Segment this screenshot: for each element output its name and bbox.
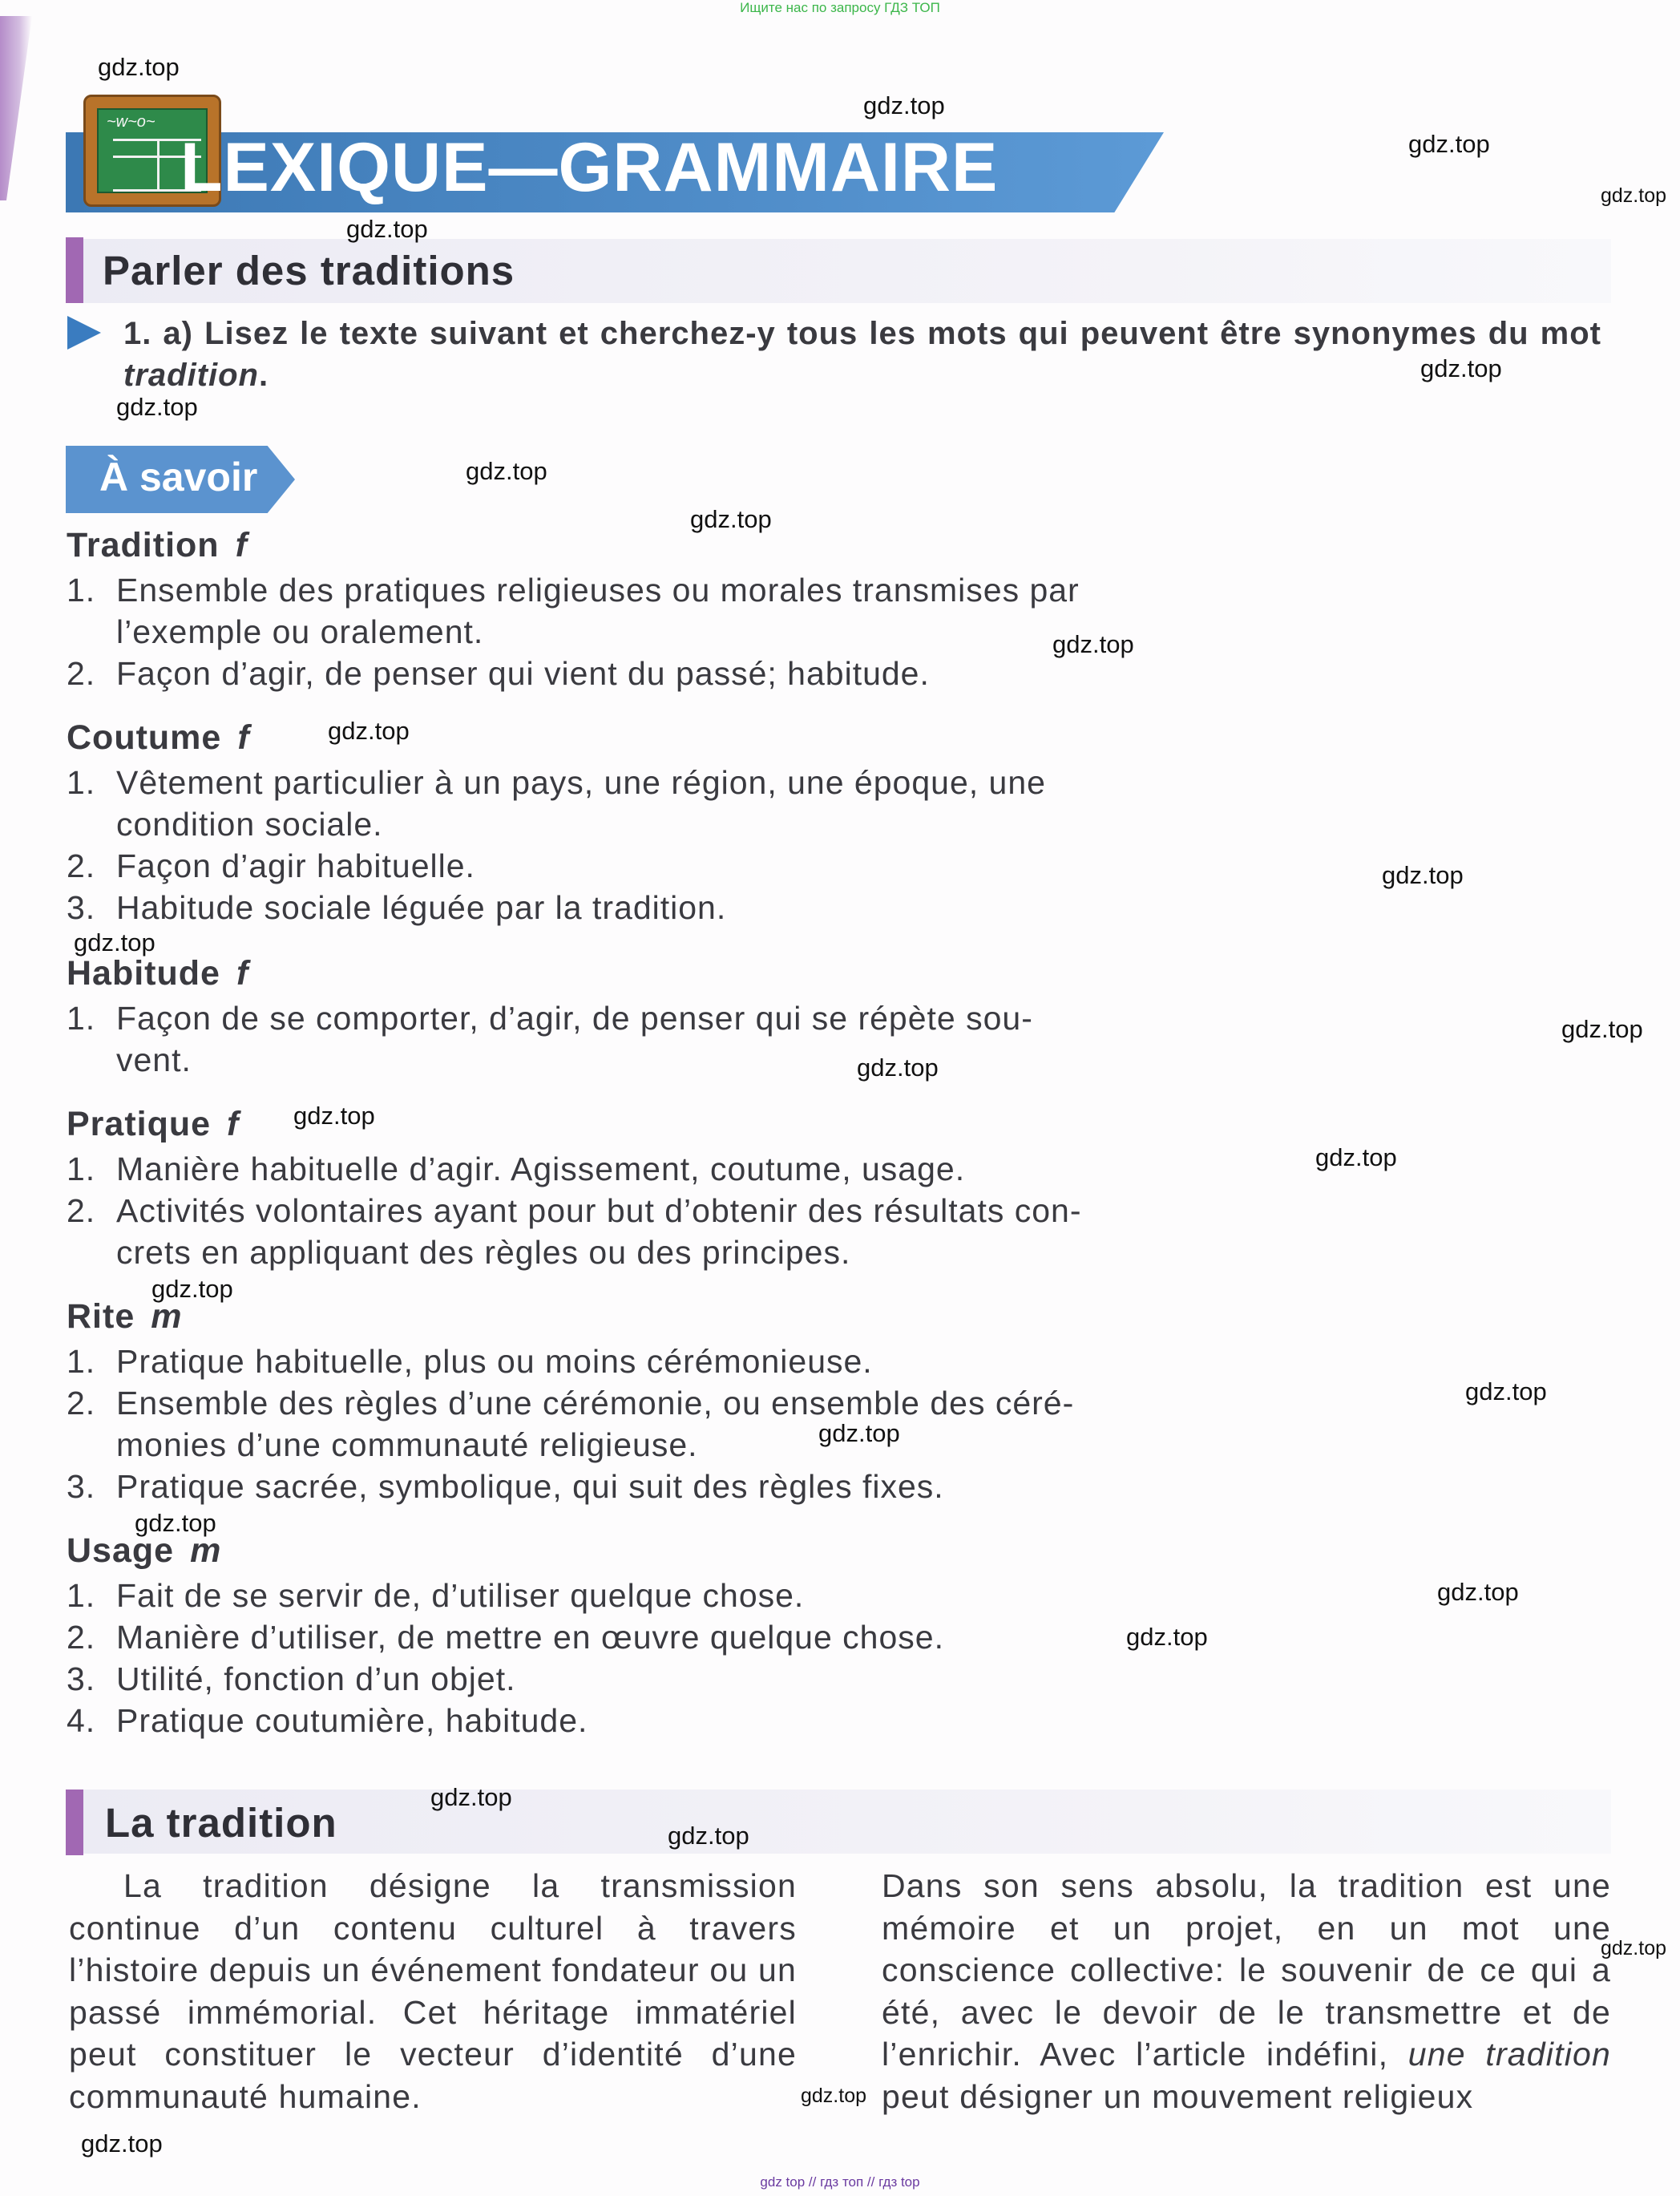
entry-definitions <box>67 569 1221 694</box>
definition-line: condition sociale. <box>116 806 383 843</box>
definition-line: 1. Vêtement particulier à un pays, une région, une époque, une <box>67 764 1046 801</box>
definition-line: 2. Façon d’agir habituelle. <box>67 847 475 884</box>
definition-line: 3. Utilité, fonction d’un objet. <box>67 1660 516 1697</box>
entry-term: Coutume f <box>67 718 250 757</box>
definition-line: crets en appliquant des règles ou des principes. <box>116 1234 851 1271</box>
watermark: gdz.top <box>1315 1143 1397 1171</box>
definition-line: 1. Façon de se comporter, d’agir, de penser qui se répète sou- <box>67 1000 1033 1037</box>
watermark: gdz.top <box>668 1822 749 1850</box>
watermark: gdz.top <box>346 215 428 243</box>
definition-line: 2. Activités volontaires ayant pour but d’obtenir des résultats con- <box>67 1192 1082 1229</box>
watermark: gdz.top <box>1465 1377 1547 1405</box>
watermark: gdz.top <box>430 1783 512 1811</box>
task-arrow-icon <box>67 316 101 350</box>
chalkboard-icon: ~w~o~ <box>83 95 221 207</box>
definition-line: 1. Pratique habituelle, plus ou moins cérémonieuse. <box>67 1343 873 1380</box>
definition-line: l’exemple ou oralement. <box>116 613 484 650</box>
definition-line: 3. Pratique sacrée, symbolique, qui suit des règles fixes. <box>67 1468 944 1505</box>
watermark: gdz.top <box>328 717 410 745</box>
text-column-right: Dans son sens absolu, la tradition est une mémoire et un projet, en un mot une conscience collective: le souvenir de ce qui a été, avec le devoir de le transmettre et de l’enrichir. Avec l’article indéfini, une tradition peut désigner un mouvement religieux <box>882 1867 1612 2115</box>
definition-line: 4. Pratique coutumière, habitude. <box>67 1702 588 1739</box>
entry-term: Rite m <box>67 1297 183 1336</box>
watermark: gdz.top <box>1126 1623 1208 1651</box>
search-hint: Ищите нас по запросу ГДЗ ТОП <box>740 0 940 15</box>
watermark: gdz.top <box>818 1419 900 1447</box>
watermark: gdz.top <box>1437 1578 1519 1606</box>
watermark: gdz.top <box>116 393 198 421</box>
entry-term: Usage m <box>67 1531 222 1570</box>
definition-line: 3. Habitude sociale léguée par la tradition. <box>67 889 727 926</box>
watermark: gdz.top <box>801 2085 867 2107</box>
watermark: gdz.top <box>1408 130 1490 158</box>
section-title: Parler des traditions <box>103 248 515 293</box>
watermark: gdz.top <box>1420 354 1502 382</box>
watermark: gdz.top <box>1052 630 1134 658</box>
banner-title: LEXIQUE—GRAMMAIRE <box>180 129 999 206</box>
section-accent <box>66 1790 83 1855</box>
definition-line: 2. Manière d’utiliser, de mettre en œuvre quelque chose. <box>67 1619 944 1656</box>
definition-line: 2. Ensemble des règles d’une cérémonie, ou ensemble des céré- <box>67 1385 1075 1422</box>
savoir-label: À savoir <box>99 455 258 499</box>
entry-term: Pratique f <box>67 1105 240 1143</box>
task-instruction: Lisez le texte suivant et cherchez-y tous les mots qui peuvent être synonymes du mot <box>204 316 1601 351</box>
entry-definitions <box>67 997 1221 1081</box>
watermark: gdz.top <box>81 2129 163 2158</box>
entry-term: Tradition f <box>67 526 248 564</box>
definition-line: 1. Manière habituelle d’agir. Agissement, coutume, usage. <box>67 1151 966 1187</box>
watermark: gdz.top <box>293 1102 375 1130</box>
watermark: gdz.top <box>98 53 180 81</box>
entry-term: Habitude f <box>67 954 249 993</box>
watermark: gdz.top <box>857 1054 939 1082</box>
page-edge-strip <box>0 16 32 200</box>
watermark: gdz.top <box>74 928 155 956</box>
entry-definitions <box>67 1575 1221 1741</box>
watermark: gdz.top <box>1601 1937 1667 1959</box>
section-title: La tradition <box>105 1800 337 1846</box>
section-accent <box>66 237 83 303</box>
entry-definitions <box>67 1341 1221 1507</box>
entry-definitions <box>67 1148 1221 1273</box>
footer-note: gdz top // гдз топ // гдз top <box>760 2174 920 2190</box>
watermark: gdz.top <box>1601 184 1667 207</box>
watermark: gdz.top <box>135 1509 216 1537</box>
definition-line: monies d’une communauté religieuse. <box>116 1426 698 1463</box>
watermark: gdz.top <box>1561 1015 1643 1043</box>
entry-definitions <box>67 762 1221 928</box>
task-text: 1. a) Lisez le texte suivant et cherchez-y tous les mots qui peuvent être synonymes du mot tradition. <box>123 316 1601 393</box>
watermark: gdz.top <box>466 457 547 485</box>
watermark: gdz.top <box>690 505 772 533</box>
definition-line: vent. <box>116 1041 192 1078</box>
task-number: 1. a) <box>123 316 193 351</box>
watermark: gdz.top <box>1382 861 1464 889</box>
task-keyword: tradition <box>123 358 259 393</box>
watermark: gdz.top <box>863 91 945 119</box>
text-column-left: La tradition désigne la transmission continue d’un contenu culturel à travers l’histoire depuis un événement fondateur ou un passé immémorial. Cet héritage immatériel peut constituer le vecteur d’identité d’une communauté humaine. <box>69 1867 797 2115</box>
watermark: gdz.top <box>151 1275 233 1303</box>
definition-line: 1. Ensemble des pratiques religieuses ou morales transmises par <box>67 572 1080 609</box>
definition-line: 2. Façon d’agir, de penser qui vient du passé; habitude. <box>67 655 930 692</box>
definition-line: 1. Fait de se servir de, d’utiliser quelque chose. <box>67 1577 805 1614</box>
